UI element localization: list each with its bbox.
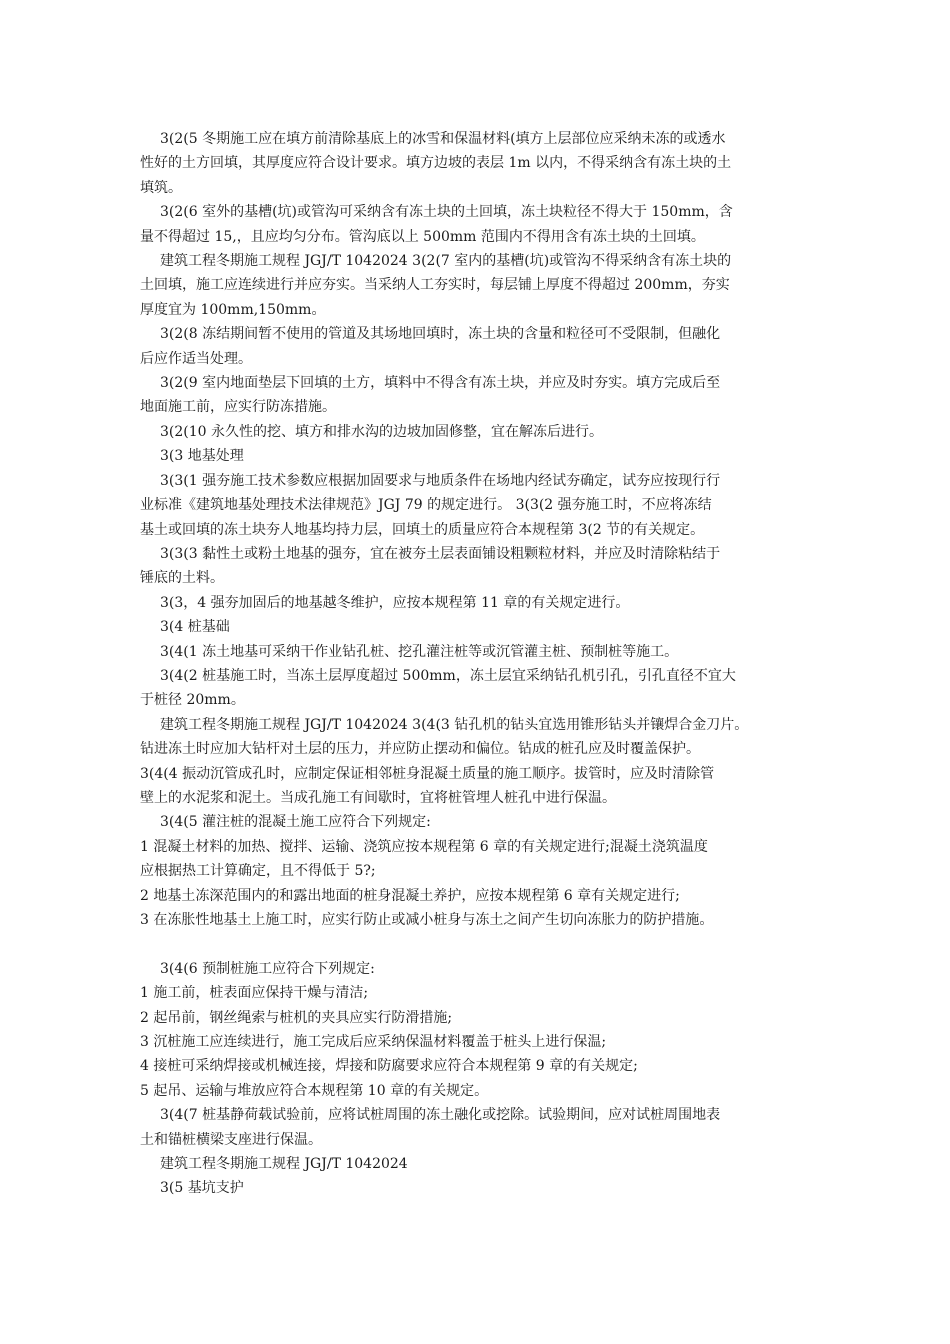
list-item: 1 施工前，桩表面应保持干燥与清洁; <box>140 985 369 1002</box>
list-item: 3 在冻胀性地基土上施工时，应实行防止或减小桩身与冻土之间产生切向冻胀力的防护措施。 <box>140 912 714 928</box>
text-line: 量不得超过 15,，且应均匀分布。管沟底以上 500mm 范围内不得用含有冻土块的土回填。 <box>140 228 705 245</box>
text-line: 3(4(5 灌注桩的混凝土施工应符合下列规定: <box>160 814 431 831</box>
list-item: 5 起吊、运输与堆放应符合本规程第 10 章的有关规定。 <box>140 1082 489 1099</box>
text-line: 填筑。 <box>140 179 182 196</box>
list-item: 4 接桩可采纳焊接或机械连接，焊接和防腐要求应符合本规程第 9 章的有关规定; <box>140 1058 638 1075</box>
text-line: 3(2(5 冬期施工应在填方前清除基底上的冰雪和保温材料(填方上层部位应采纳未冻的或透水 <box>160 131 726 147</box>
text-line: 锤底的土料。 <box>140 570 224 587</box>
text-line: 3(4(6 预制桩施工应符合下列规定: <box>160 960 375 977</box>
text-line: 3(4(4 振动沉管成孔时，应制定保证相邻桩身混凝土质量的施工顺序。拔管时，应及时清除管 <box>140 765 715 782</box>
text-line: 土回填，施工应连续进行并应夯实。当采纳人工夯实时，每层铺上厚度不得超过 200mm，夯实 <box>140 277 730 294</box>
text-line: 壁上的水泥浆和泥土。当成孔施工有间歇时，宜将桩管埋人桩孔中进行保温。 <box>140 789 616 806</box>
text-line: 后应作适当处理。 <box>140 350 252 367</box>
text-line: 业标准《建筑地基处理技术法律规范》JGJ 79 的规定进行。 3(3(2 强夯施工时，不应将冻结 <box>140 497 712 514</box>
text-line: 钻进冻土时应加大钻杆对土层的压力，并应防止摆动和偏位。钻成的桩孔应及时覆盖保护。 <box>140 741 700 758</box>
text-line: 3(2(6 室外的基槽(坑)或管沟可采纳含有冻土块的土回填，冻土块粒径不得大于 150mm，含 <box>160 204 733 221</box>
text-line: 土和锚桩横梁支座进行保温。 <box>140 1131 322 1148</box>
section-heading: 3(4 桩基础 <box>160 619 230 636</box>
text-line: 性好的土方回填，其厚度应符合设计要求。填方边坡的表层 1m 以内，不得采纳含有冻土块的土 <box>140 155 732 172</box>
text-line: 于桩径 20mm。 <box>140 692 245 709</box>
text-line: 3(2(10 永久性的挖、填方和排水沟的边坡加固修整，宜在解冻后进行。 <box>160 423 604 440</box>
section-heading: 3(5 基坑支护 <box>160 1180 244 1197</box>
text-line: 地面施工前，应实行防冻措施。 <box>140 399 336 416</box>
text-line: 3(4(7 桩基静荷载试验前，应将试桩周围的冻土融化或挖除。试验期间，应对试桩周围地表 <box>160 1107 721 1124</box>
blank-line <box>140 932 820 956</box>
text-line: 建筑工程冬期施工规程 JGJ/T 1042024 3(4(3 钻孔机的钻头宜选用锥形钻头并镶焊合金刀片。 <box>160 716 749 733</box>
text-line: 3(2(9 室内地面垫层下回填的土方，填料中不得含有冻土块，并应及时夯实。填方完成后至 <box>160 375 721 392</box>
list-item: 2 起吊前，钢丝绳索与桩机的夹具应实行防滑措施; <box>140 1009 453 1026</box>
list-item: 2 地基土冻深范围内的和露出地面的桩身混凝土养护，应按本规程第 6 章有关规定进行; <box>140 887 680 904</box>
text-line: 建筑工程冬期施工规程 JGJ/T 1042024 3(2(7 室内的基槽(坑)或管沟不得采纳含有冻土块的 <box>160 253 732 270</box>
text-line: 3(3(1 强夯施工技术参数应根据加固要求与地质条件在场地内经试夯确定，试夯应按现行行 <box>160 472 721 489</box>
section-heading: 3(3 地基处理 <box>160 448 244 465</box>
document-body <box>140 127 820 1201</box>
text-line: 3(4(2 桩基施工时，当冻土层厚度超过 500mm，冻土层宜采纳钻孔机引孔，引孔直径不宜大 <box>160 667 736 684</box>
text-line: 应根据热工计算确定，且不得低于 5?; <box>140 863 376 880</box>
text-line: 3(2(8 冻结期间暂不使用的管道及其场地回填时，冻土块的含量和粒径可不受限制，但融化 <box>160 326 721 343</box>
text-line: 3(4(1 冻土地基可采纳干作业钻孔桩、挖孔灌注桩等或沉管灌主桩、预制桩等施工。 <box>160 643 679 660</box>
text-line: 基土或回填的冻土块夯人地基均持力层，回填土的质量应符合本规程第 3(2 节的有关规定。 <box>140 521 705 538</box>
text-line: 厚度宜为 100mm,150mm。 <box>140 301 326 318</box>
text-line: 3(3，4 强夯加固后的地基越冬维护，应按本规程第 11 章的有关规定进行。 <box>160 594 630 611</box>
text-line: 3(3(3 黏性土或粉土地基的强夯，宜在被夯土层表面铺设粗颗粒材料，并应及时清除粘结于 <box>160 545 721 562</box>
list-item: 1 混凝土材料的加热、搅拌、运输、浇筑应按本规程第 6 章的有关规定进行;混凝土浇筑温度 <box>140 838 708 855</box>
list-item: 3 沉桩施工应连续进行，施工完成后应采纳保温材料覆盖于桩头上进行保温; <box>140 1034 607 1051</box>
running-header: 建筑工程冬期施工规程 JGJ/T 1042024 <box>160 1156 408 1173</box>
